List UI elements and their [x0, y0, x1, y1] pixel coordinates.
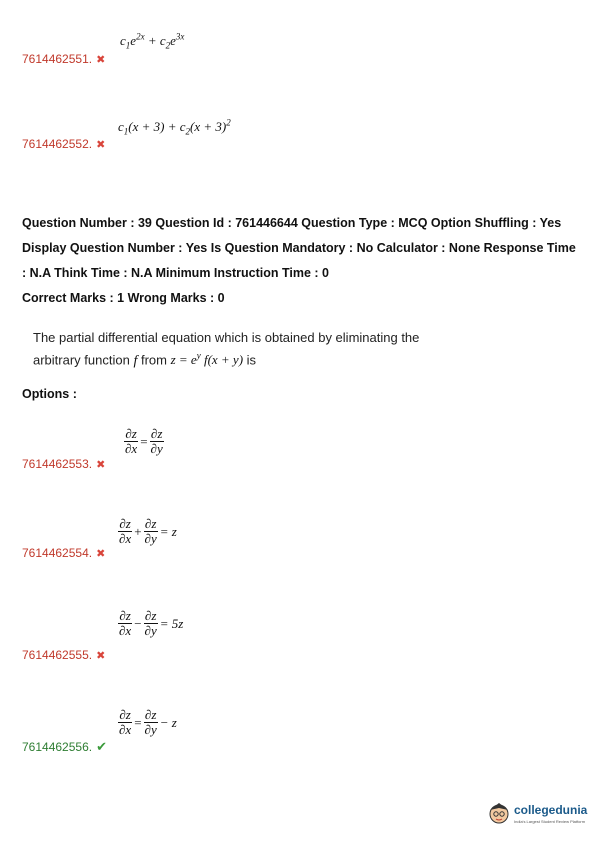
fraction-lhs: $\frac{\partial z}{\partial x}$: [119, 608, 132, 638]
cross-icon: ✖: [96, 139, 106, 151]
text-segment: is: [246, 352, 257, 368]
option-id-7614462556: [22, 739, 107, 755]
option-expression-7614462555: [118, 609, 185, 638]
option-expression-7614462552: [118, 118, 231, 137]
option-expression-7614462553: [124, 427, 164, 456]
option-id-7614462552: [22, 137, 105, 151]
text-segment: from: [140, 352, 167, 368]
fraction-lhs: $\frac{\partial z}{\partial x}$: [119, 707, 132, 737]
expr: $c_1e^{2x} + c_2e^{3x}$: [120, 32, 185, 51]
mascot-icon: [488, 800, 510, 826]
fraction-lhs: $\frac{\partial z}{\partial x}$: [119, 516, 132, 546]
fraction-rhs: $\frac{\partial z}{\partial y}$: [150, 426, 163, 456]
operator: −: [134, 615, 142, 631]
options-label: Options :: [22, 387, 77, 401]
fraction-rhs: $\frac{\partial z}{\partial y}$: [144, 707, 157, 737]
tail: − z: [159, 714, 177, 730]
cross-icon: ✖: [96, 54, 106, 66]
option-id-text: 7614462555.: [22, 648, 93, 662]
cross-icon: ✖: [96, 459, 106, 471]
option-id-7614462555: [22, 648, 105, 662]
question-meta: [22, 211, 582, 311]
option-expression-7614462556: [118, 708, 179, 737]
operator: +: [134, 523, 142, 539]
option-id-text: 7614462553.: [22, 457, 93, 471]
equation: $z = e^y$ f(x + y): [170, 351, 244, 368]
operator: =: [134, 714, 142, 730]
operator: =: [140, 433, 148, 449]
logo-name: collegedunia: [514, 803, 588, 817]
option-id-7614462551: [22, 52, 105, 66]
question-text-line-1: The partial differential equation which is obtained by eliminating the: [33, 330, 420, 345]
marks-line: Correct Marks : 1 Wrong Marks : 0: [22, 291, 225, 305]
tail: = 5z: [159, 615, 184, 631]
logo-tagline: India's Largest Student Review Platform: [514, 819, 586, 824]
meta-line-2: Display Question Number : Yes Is Question Mandatory : No Calculator : None Response Time: [22, 241, 576, 255]
option-expression-7614462554: [118, 517, 179, 546]
expr: $c_1(x + 3) + c_2(x + 3)^2$: [118, 118, 231, 137]
option-id-7614462554: [22, 546, 105, 560]
function-symbol: f: [133, 353, 138, 369]
cross-icon: ✖: [96, 650, 106, 662]
option-id-7614462553: [22, 457, 105, 471]
option-id-text: 7614462552.: [22, 137, 93, 151]
fraction-rhs: $\frac{\partial z}{\partial y}$: [144, 516, 157, 546]
option-id-text: 7614462551.: [22, 52, 93, 66]
meta-line-3: : N.A Think Time : N.A Minimum Instruction Time : 0: [22, 266, 329, 280]
question-text: [33, 328, 553, 370]
option-id-text: 7614462554.: [22, 546, 93, 560]
meta-line-1: Question Number : 39 Question Id : 761446644 Question Type : MCQ Option Shuffling : Yes: [22, 216, 562, 230]
check-icon: ✔: [96, 739, 107, 754]
text-segment: arbitrary function: [33, 352, 130, 368]
question-text-line-2: [33, 347, 553, 370]
option-expression-7614462551: [120, 32, 184, 51]
fraction-rhs: $\frac{\partial z}{\partial y}$: [144, 608, 157, 638]
option-id-text: 7614462556.: [22, 740, 93, 754]
cross-icon: ✖: [96, 548, 106, 560]
collegedunia-logo: [488, 800, 588, 830]
tail: = z: [159, 523, 177, 539]
fraction-lhs: $\frac{\partial z}{\partial x}$: [125, 426, 138, 456]
